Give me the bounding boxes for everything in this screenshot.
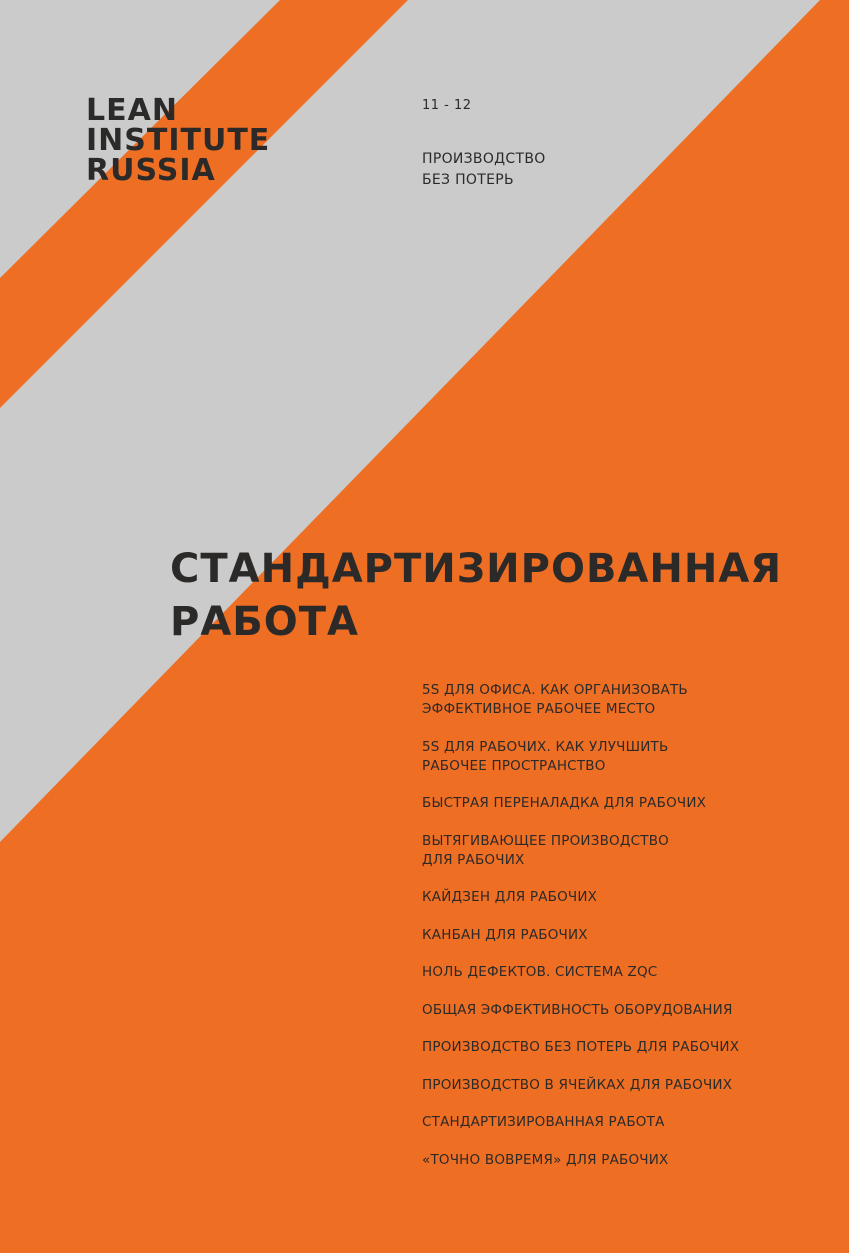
list-item [422, 926, 842, 945]
list-item [422, 963, 842, 982]
list-item [422, 832, 842, 870]
list-item [422, 1151, 842, 1170]
list-item [422, 1076, 842, 1095]
list-item-line: 5S ДЛЯ ОФИСА. КАК ОРГАНИЗОВАТЬ [422, 682, 688, 698]
list-item-line: «ТОЧНО ВОВРЕМЯ» ДЛЯ РАБОЧИХ [422, 1151, 669, 1168]
list-item-line: ПРОИЗВОДСТВО В ЯЧЕЙКАХ ДЛЯ РАБОЧИХ [422, 1076, 733, 1093]
title-line-2: РАБОТА [170, 599, 360, 645]
list-item-line: НОЛЬ ДЕФЕКТОВ. СИСТЕМА ZQC [422, 964, 658, 980]
publisher-logo [86, 93, 271, 188]
list-item [422, 1038, 842, 1057]
logo-line-3: RUSSIA [86, 153, 216, 188]
list-item [422, 738, 842, 776]
list-item-line: СТАНДАРТИЗИРОВАННАЯ РАБОТА [422, 1114, 665, 1130]
list-item [422, 681, 842, 719]
title-line-1: СТАНДАРТИЗИРОВАННАЯ [170, 546, 783, 592]
list-item-line: БЫСТРАЯ ПЕРЕНАЛАДКА ДЛЯ РАБОЧИХ [422, 795, 707, 811]
series-line-1: ПРОИЗВОДСТВО [422, 151, 546, 167]
list-item [422, 794, 842, 813]
list-item [422, 1001, 842, 1020]
series-book-list [422, 681, 842, 1188]
list-item [422, 1113, 842, 1132]
series-name [422, 149, 546, 191]
list-item-line: КАНБАН ДЛЯ РАБОЧИХ [422, 926, 588, 943]
logo-line-2: INSTITUTE [86, 123, 271, 158]
book-title [170, 543, 782, 649]
list-item [422, 888, 842, 907]
list-item-line: ДЛЯ РАБОЧИХ [422, 851, 525, 868]
list-item-line: ВЫТЯГИВАЮЩЕЕ ПРОИЗВОДСТВО [422, 832, 669, 849]
logo-line-1: LEAN [86, 93, 178, 128]
list-item-line: КАЙДЗЕН ДЛЯ РАБОЧИХ [422, 889, 598, 905]
series-line-2: БЕЗ ПОТЕРЬ [422, 172, 514, 188]
issue-number: 11 - 12 [422, 98, 472, 113]
list-item-line: 5S ДЛЯ РАБОЧИХ. КАК УЛУЧШИТЬ [422, 738, 669, 755]
list-item-line: ОБЩАЯ ЭФФЕКТИВНОСТЬ ОБОРУДОВАНИЯ [422, 1001, 733, 1018]
list-item-line: ЭФФЕКТИВНОЕ РАБОЧЕЕ МЕСТО [422, 701, 656, 717]
list-item-line: ПРОИЗВОДСТВО БЕЗ ПОТЕРЬ ДЛЯ РАБОЧИХ [422, 1039, 740, 1055]
list-item-line: РАБОЧЕЕ ПРОСТРАНСТВО [422, 757, 606, 774]
